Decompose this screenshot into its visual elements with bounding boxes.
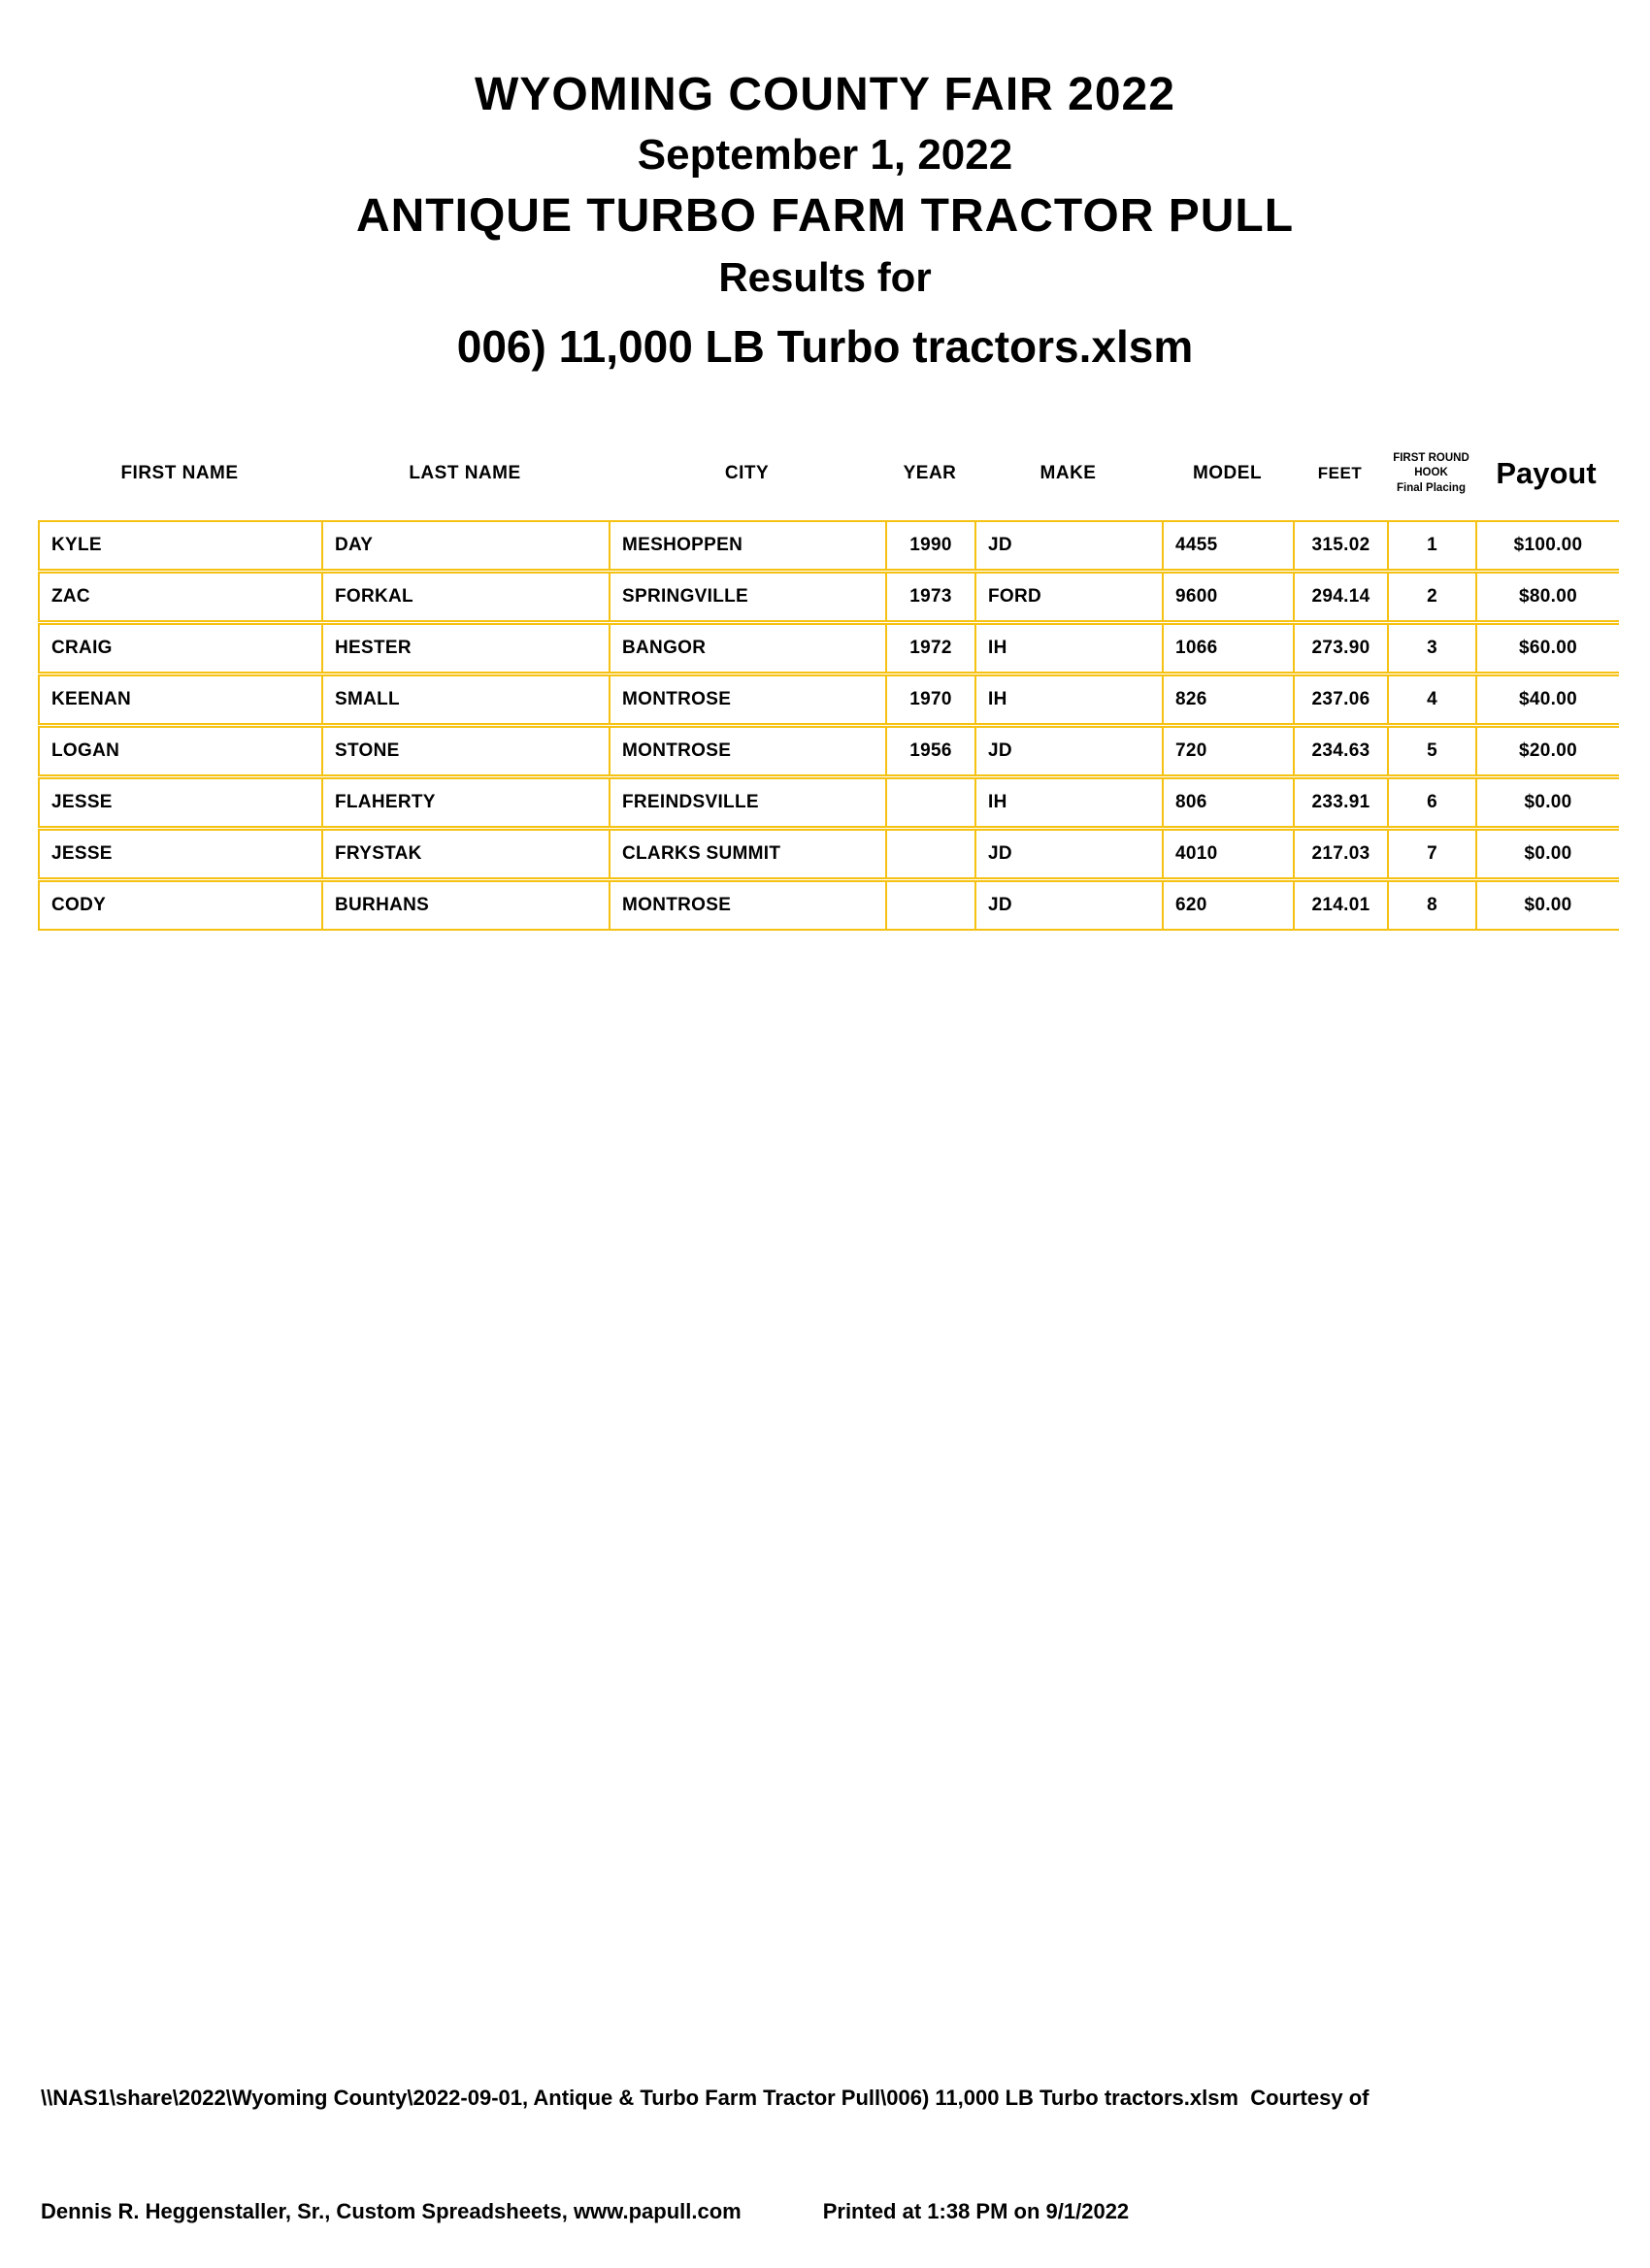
cell-last-name: FLAHERTY (323, 779, 610, 826)
cell-city: CLARKS SUMMIT (610, 831, 887, 877)
results-label: Results for (718, 254, 932, 300)
cell-city: MONTROSE (610, 882, 887, 929)
cell-last-name: SMALL (323, 676, 610, 723)
cell-feet: 273.90 (1295, 625, 1389, 672)
cell-city: BANGOR (610, 625, 887, 672)
col-header-make: MAKE (1040, 463, 1097, 483)
cell-first-name: KEENAN (40, 676, 323, 723)
cell-payout: $80.00 (1519, 586, 1577, 607)
footer-credits-line (41, 2192, 1623, 2230)
cell-make: IH (976, 676, 1164, 723)
cell-make: JD (976, 882, 1164, 929)
cell-first-name: KYLE (40, 522, 323, 569)
col-header-model: MODEL (1192, 463, 1263, 483)
cell-placing: 5 (1389, 728, 1477, 774)
col-header-payout: Payout (1496, 456, 1597, 490)
cell-model: 720 (1164, 728, 1295, 774)
cell-year: 1970 (887, 676, 976, 723)
table-row (38, 829, 1619, 879)
footer-file-path: \\NAS1\share\2022\Wyoming County\2022-09-01, Antique & Turbo Farm Tractor Pull\006) 11,000 LB Turbo tractors.xlsm Courtesy of (41, 2086, 1370, 2110)
col-header-feet: FEET (1317, 464, 1363, 482)
cell-model: 806 (1164, 779, 1295, 826)
cell-model: 9600 (1164, 574, 1295, 620)
cell-first-name: CRAIG (40, 625, 323, 672)
cell-model: 826 (1164, 676, 1295, 723)
cell-first-name: CODY (40, 882, 323, 929)
cell-city: MESHOPPEN (610, 522, 887, 569)
page-footer (41, 2003, 1623, 2268)
table-header-row (38, 427, 1620, 520)
hook-header-line2: HOOK (1414, 467, 1448, 479)
cell-first-name: LOGAN (40, 728, 323, 774)
cell-city: SPRINGVILLE (610, 574, 887, 620)
class-file-title: 006) 11,000 LB Turbo tractors.xlsm (456, 321, 1194, 372)
cell-feet: 315.02 (1295, 522, 1389, 569)
cell-first-name: JESSE (40, 779, 323, 826)
cell-placing: 8 (1389, 882, 1477, 929)
cell-year: 1990 (887, 522, 976, 569)
cell-placing: 7 (1389, 831, 1477, 877)
cell-last-name: BURHANS (323, 882, 610, 929)
col-header-year: YEAR (903, 463, 957, 483)
table-row (38, 880, 1619, 931)
col-header-city: CITY (724, 463, 770, 483)
cell-payout: $100.00 (1513, 535, 1583, 555)
cell-city: FREINDSVILLE (610, 779, 887, 826)
cell-last-name: FRYSTAK (323, 831, 610, 877)
cell-feet: 217.03 (1295, 831, 1389, 877)
cell-make: FORD (976, 574, 1164, 620)
table-row (38, 520, 1619, 571)
results-table (38, 427, 1620, 932)
hook-header-line1: FIRST ROUND (1393, 451, 1469, 464)
cell-model: 620 (1164, 882, 1295, 929)
cell-year: 1973 (887, 574, 976, 620)
hook-header-line3: Final Placing (1397, 481, 1466, 494)
cell-placing: 1 (1389, 522, 1477, 569)
cell-make: JD (976, 728, 1164, 774)
cell-feet: 214.01 (1295, 882, 1389, 929)
cell-payout: $20.00 (1519, 740, 1577, 761)
footer-courtesy-text: Dennis R. Heggenstaller, Sr., Custom Spreadsheets, www.papull.com (41, 2199, 742, 2223)
table-row (38, 777, 1619, 828)
cell-placing: 3 (1389, 625, 1477, 672)
footer-printed-timestamp: Printed at 1:38 PM on 9/1/2022 (822, 2199, 1130, 2223)
cell-payout: $0.00 (1524, 843, 1572, 864)
cell-year: 1956 (887, 728, 976, 774)
event-date: September 1, 2022 (637, 131, 1013, 179)
table-row (38, 623, 1619, 674)
col-header-last-name: LAST NAME (409, 463, 521, 483)
cell-feet: 234.63 (1295, 728, 1389, 774)
event-title: ANTIQUE TURBO FARM TRACTOR PULL (355, 190, 1295, 242)
cell-year (887, 831, 976, 877)
table-row (38, 572, 1619, 622)
cell-first-name: JESSE (40, 831, 323, 877)
page-header (0, 0, 1650, 373)
cell-placing: 2 (1389, 574, 1477, 620)
cell-make: IH (976, 625, 1164, 672)
cell-make: IH (976, 779, 1164, 826)
cell-payout: $40.00 (1519, 689, 1577, 709)
col-header-first-name: FIRST NAME (120, 463, 239, 483)
cell-last-name: FORKAL (323, 574, 610, 620)
cell-city: MONTROSE (610, 728, 887, 774)
cell-first-name: ZAC (40, 574, 323, 620)
cell-city: MONTROSE (610, 676, 887, 723)
col-header-hook-placing (1387, 451, 1475, 497)
cell-year: 1972 (887, 625, 976, 672)
cell-payout: $0.00 (1524, 792, 1572, 812)
cell-year (887, 779, 976, 826)
table-row (38, 674, 1619, 725)
cell-year (887, 882, 976, 929)
cell-last-name: STONE (323, 728, 610, 774)
cell-payout: $60.00 (1519, 638, 1577, 658)
cell-last-name: DAY (323, 522, 610, 569)
cell-model: 4455 (1164, 522, 1295, 569)
table-row (38, 726, 1619, 776)
cell-last-name: HESTER (323, 625, 610, 672)
fair-title: WYOMING COUNTY FAIR 2022 (475, 69, 1175, 120)
cell-feet: 294.14 (1295, 574, 1389, 620)
cell-feet: 237.06 (1295, 676, 1389, 723)
cell-placing: 4 (1389, 676, 1477, 723)
cell-placing: 6 (1389, 779, 1477, 826)
cell-make: JD (976, 522, 1164, 569)
cell-make: JD (976, 831, 1164, 877)
cell-feet: 233.91 (1295, 779, 1389, 826)
cell-model: 1066 (1164, 625, 1295, 672)
cell-model: 4010 (1164, 831, 1295, 877)
cell-payout: $0.00 (1524, 895, 1572, 915)
